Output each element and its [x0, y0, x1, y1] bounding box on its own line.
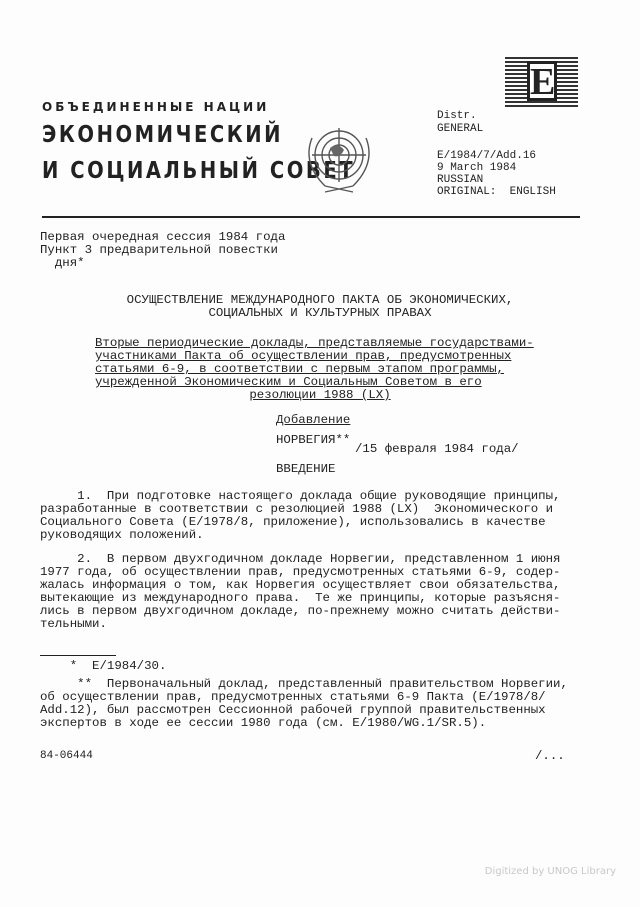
footnote-line: об осуществлении прав, предусмотренных статьями 6-9 Пакта (E/1978/8/ — [40, 690, 546, 704]
paragraph-line: тельными. — [40, 617, 107, 631]
paragraph-line: 2. В первом двухгодичном докладе Норвегии, представленном 1 июня — [40, 552, 561, 566]
paragraph-line: руководящих положений. — [40, 528, 204, 542]
language-symbol-logo — [505, 57, 578, 107]
subtitle-line: статьями 6-9, в соответствии с первым этапом программы, — [95, 362, 504, 376]
job-number: 84-06444 — [40, 750, 93, 762]
original-language: ORIGINAL: ENGLISH — [437, 186, 556, 198]
document-date: 9 March 1984 — [437, 162, 517, 174]
organization-name: ОБЪЕДИНЕННЫЕ НАЦИИ — [42, 100, 270, 114]
paragraph-1 — [40, 490, 561, 542]
paragraph-2 — [40, 553, 561, 631]
subtitle-line: Вторые периодические доклады, представляемые государствами- — [95, 336, 534, 350]
distribution-value: GENERAL — [437, 123, 484, 135]
report-date: /15 февраля 1984 года/ — [355, 442, 519, 456]
un-emblem-icon — [300, 118, 378, 198]
document-symbol: E/1984/7/Add.16 — [437, 150, 537, 162]
paragraph-line: разработанные в соответствии с резолюцией 1988 (LX) Экономического и — [40, 502, 554, 516]
document-title-line1: ОСУЩЕСТВЛЕНИЕ МЕЖДУНАРОДНОГО ПАКТА ОБ ЭКОНОМИЧЕСКИХ, — [126, 293, 514, 307]
country-heading: НОРВЕГИЯ** — [276, 433, 351, 447]
paragraph-line: Социального Совета (E/1978/8, приложение), использовались в качестве — [40, 515, 546, 529]
subtitle-line: резолюции 1988 (LX) — [249, 388, 391, 402]
subtitle-line: участниками Пакта об осуществлении прав, предусмотренных — [95, 349, 512, 363]
footnote-divider — [40, 655, 116, 656]
session-line-1: Первая очередная сессия 1984 года — [40, 230, 286, 244]
footnote-line: Add.12), был рассмотрен Сессионной рабочей группой правительственных — [40, 703, 546, 717]
paragraph-line: лись в первом двухгодичном докладе, по-прежнему можно считать действи- — [40, 604, 561, 618]
paragraph-line: 1977 года, об осуществлении прав, предусмотренных статьями 6-9, содер- — [40, 565, 561, 579]
subtitle-line: учрежденной Экономическим и Социальным Советом в его — [95, 375, 482, 389]
footnote-line: экспертов в ходе ее сессии 1980 года (см. E/1980/WG.1/SR.5). — [40, 716, 487, 730]
continued-marker: /... — [535, 749, 565, 763]
distribution-label: Distr. — [437, 110, 477, 122]
paragraph-line: вытекающие из международного права. Те же принципы, которые разъясня- — [40, 591, 561, 605]
council-name-line2: И СОЦИАЛЬНЫЙ СОВЕТ — [42, 158, 356, 184]
document-language: RUSSIAN — [437, 174, 484, 186]
session-line-2: Пункт 3 предварительной повестки — [40, 243, 278, 257]
language-letter: E — [527, 61, 557, 101]
footnote-2 — [40, 678, 568, 730]
council-name-line1: ЭКОНОМИЧЕСКИЙ — [42, 122, 284, 148]
paragraph-line: 1. При подготовке настоящего доклада общие руководящие принципы, — [40, 489, 561, 503]
section-heading: ВВЕДЕНИЕ — [276, 462, 336, 476]
footnote-1: * E/1984/30. — [40, 659, 167, 673]
session-line-3: дня* — [40, 256, 85, 270]
digitization-watermark: Digitized by UNOG Library — [484, 866, 616, 877]
addendum-heading: Добавление — [276, 413, 351, 427]
document-title-line2: СОЦИАЛЬНЫХ И КУЛЬТУРНЫХ ПРАВАХ — [208, 306, 432, 320]
footnote-line: ** Первоначальный доклад, представленный правительством Норвегии, — [40, 677, 568, 691]
header-divider — [42, 216, 580, 218]
paragraph-line: жалась информация о том, как Норвегия осуществляет свои обязательства, — [40, 578, 561, 592]
